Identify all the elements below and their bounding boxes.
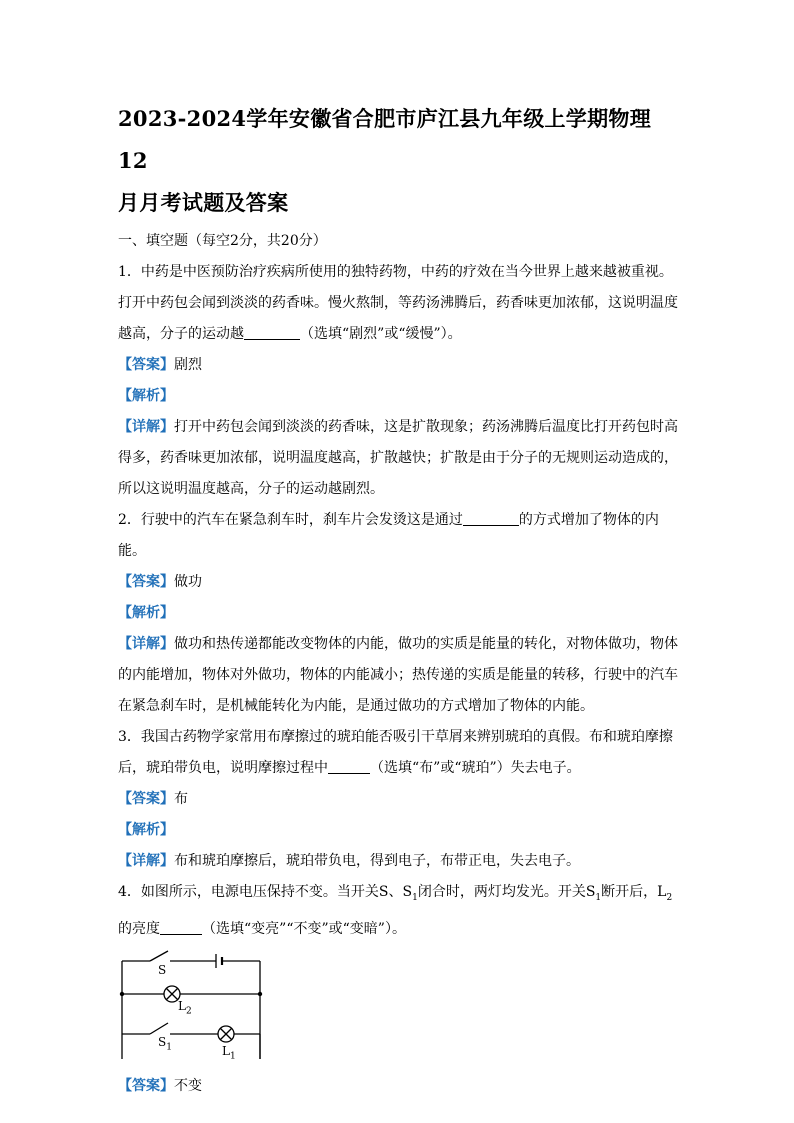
- section-heading: 一、填空题（每空2分，共20分）: [118, 233, 327, 249]
- q4-line1: [118, 877, 678, 914]
- q1-text-b: （选填“剧烈”或“缓慢”）。: [300, 326, 462, 342]
- q4-blank: [160, 920, 202, 935]
- label-l2: $L_2$: [178, 998, 192, 1017]
- document-page: [118, 98, 678, 1102]
- answer-tag: 【答案】: [118, 574, 174, 590]
- q3-text-b: （选填“布”或“琥珀”）失去电子。: [370, 760, 581, 776]
- junction-right: [258, 992, 262, 996]
- q3-analysis: [118, 815, 678, 846]
- q2-blank: [463, 511, 519, 526]
- q4-text-c: 闭合时，两灯均发光。开关S: [417, 884, 596, 900]
- q2-answer: [118, 567, 678, 598]
- q1-detail-line1: [118, 412, 678, 443]
- q4-text-g: （选填“变亮”“不变”或“变暗”）。: [202, 920, 406, 937]
- q3-line1: 3．我国古药物学家常用布摩擦过的琥珀能否吸引干草屑来辨别琥珀的真假。布和琥珀摩擦: [118, 729, 673, 745]
- analysis-tag: 【解析】: [118, 605, 174, 621]
- answer-tag: 【答案】: [118, 1077, 174, 1094]
- q3-answer-text: 布: [174, 791, 188, 807]
- switch-s1-blade: [150, 1023, 168, 1034]
- circuit-diagram-svg: [118, 949, 278, 1069]
- q4-answer: [118, 1071, 678, 1102]
- q2-detail-line3: 在紧急刹车时，是机械能转化为内能，是通过做功的方式增加了物体的内能。: [118, 698, 594, 714]
- q4-sub-c: 2: [666, 892, 673, 903]
- answer-tag: 【答案】: [118, 791, 174, 807]
- detail-tag: 【详解】: [118, 636, 174, 652]
- q2-detail-text1: 做功和热传递都能改变物体的内能，做功的实质是能量的转化，对物体做功，物体: [174, 636, 678, 652]
- q3-blank: [328, 759, 370, 774]
- switch-s-blade: [150, 951, 168, 961]
- answer-tag: 【答案】: [118, 357, 174, 373]
- q4-line2: [118, 914, 678, 945]
- document-title-line1: 2023-2024学年安徽省合肥市庐江县九年级上学期物理12: [118, 106, 652, 173]
- junction-left: [120, 992, 124, 996]
- q1-analysis: [118, 381, 678, 412]
- q1-answer: [118, 350, 678, 381]
- q1-text-a: 越高，分子的运动越: [118, 326, 244, 342]
- detail-tag: 【详解】: [118, 853, 174, 869]
- q1-answer-text: 剧烈: [174, 357, 202, 373]
- q3-text-a: 后，琥珀带负电，说明摩擦过程中: [118, 760, 328, 776]
- q1-detail-line2: 得多，药香味更加浓郁，说明温度越高，扩散越快；扩散是由于分子的无规则运动造成的，: [118, 450, 678, 466]
- document-title-line2: 月月考试题及答案: [118, 190, 289, 215]
- q2-text-a: 2．行驶中的汽车在紧急刹车时，刹车片会发烫这是通过: [118, 512, 463, 528]
- q2-analysis: [118, 598, 678, 629]
- q1-line1: 1．中药是中医预防治疗疾病所使用的独特药物，中药的疗效在当今世界上越来越被重视。: [118, 264, 673, 280]
- q3-answer: [118, 784, 678, 815]
- label-s1: $S_1$: [158, 1034, 172, 1053]
- label-s: S: [158, 962, 167, 977]
- q4-sub-a: 1: [412, 892, 418, 903]
- q1-line3: [118, 319, 678, 350]
- q1-detail-text1: 打开中药包会闻到淡淡的药香味，这是扩散现象；药汤沸腾后温度比打开药包时高: [174, 419, 678, 435]
- label-l1: $L_1$: [222, 1043, 236, 1062]
- q4-sub-b: 1: [595, 892, 602, 903]
- q4-text-f: 的亮度: [118, 920, 160, 937]
- q4-answer-text: 不变: [174, 1077, 202, 1094]
- q2-line1: [118, 505, 678, 567]
- q3-detail-line1: [118, 846, 678, 877]
- q2-text-b: 的方式增加了物体的内能。: [118, 512, 659, 559]
- detail-tag: 【详解】: [118, 419, 174, 435]
- circuit-diagram: [118, 949, 278, 1069]
- q3-detail-text1: 布和琥珀摩擦后，琥珀带负电，得到电子，布带正电，失去电子。: [174, 853, 580, 869]
- q2-detail-line2: 的内能增加，物体对外做功，物体的内能减小；热传递的实质是能量的转移，行驶中的汽车: [118, 667, 678, 683]
- q3-line2: [118, 753, 678, 784]
- q1-line2: 打开中药包会闻到淡淡的药香味。慢火熬制，等药汤沸腾后，药香味更加浓郁，这说明温度: [118, 295, 678, 311]
- q1-detail-line3: 所以这说明温度越高，分子的运动越剧烈。: [118, 481, 384, 497]
- q1-blank: [244, 325, 300, 340]
- q2-answer-text: 做功: [174, 574, 202, 590]
- analysis-tag: 【解析】: [118, 388, 174, 404]
- q4-text-a: 4．如图所示，电源电压保持不变。当开关S、S: [118, 884, 413, 900]
- analysis-tag: 【解析】: [118, 822, 174, 838]
- q4-text-e: 断开后，L: [601, 884, 667, 900]
- q2-detail-line1: [118, 629, 678, 660]
